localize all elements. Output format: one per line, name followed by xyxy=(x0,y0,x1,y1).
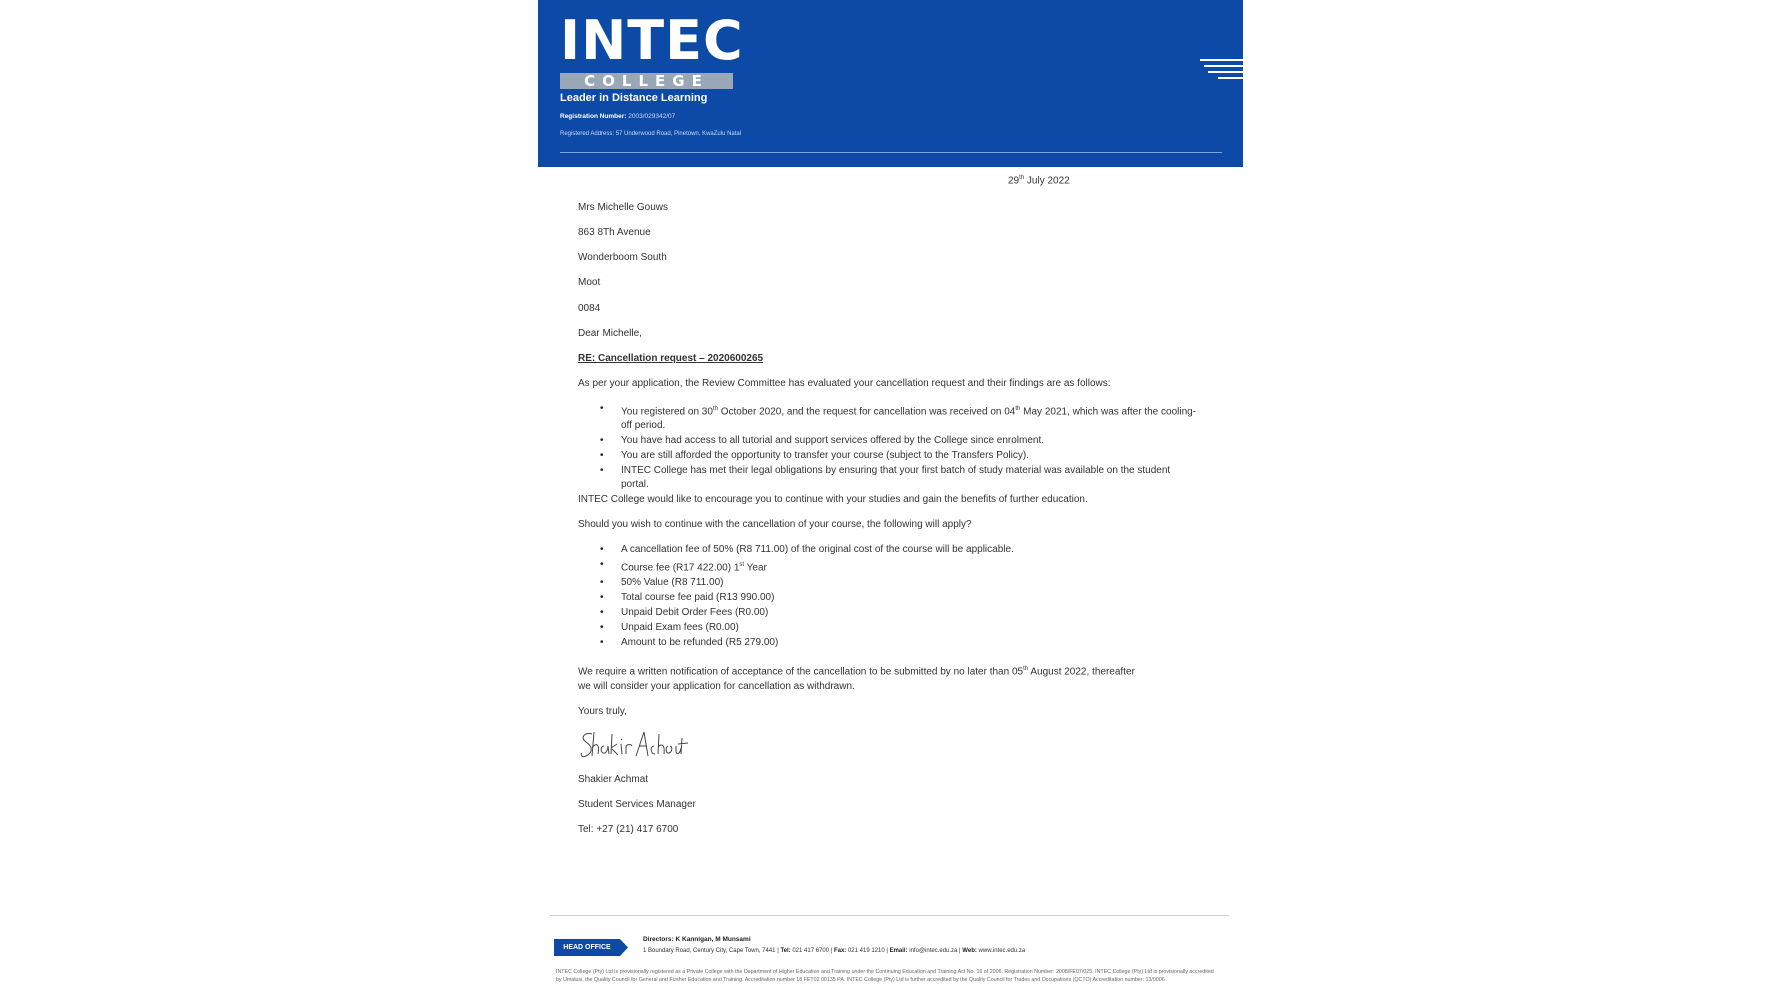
notice-paragraph-line1: We require a written notification of acceptance of the cancellation to be submitted by no later than 05th August 2022, thereafter xyxy=(578,666,1135,678)
footer-divider xyxy=(550,915,1229,916)
closing: Yours truly, xyxy=(578,706,627,717)
recipient-line: Wonderboom South xyxy=(578,252,667,263)
fees-list xyxy=(578,543,1198,651)
letterhead-banner xyxy=(538,0,1243,167)
conditions-intro: Should you wish to continue with the cancellation of your course, the following will apply? xyxy=(578,519,972,530)
list-item: • A cancellation fee of 50% (R8 711.00) of the original cost of the course will be applicable. xyxy=(578,543,1198,557)
intro-paragraph: As per your application, the Review Committee has evaluated your cancellation request and their findings are as follows: xyxy=(578,378,1111,389)
registration-value: 2003/029342/07 xyxy=(628,113,676,120)
list-item: • INTEC College has met their legal obligations by ensuring that your first batch of study material was available on the student portal. xyxy=(578,464,1198,492)
header-divider xyxy=(560,152,1222,153)
list-item: • You are still afforded the opportunity to transfer your course (subject to the Transfers Policy). xyxy=(578,449,1198,463)
list-item: • Amount to be refunded (R5 279.00) xyxy=(578,636,1198,650)
recipient-line: Mrs Michelle Gouws xyxy=(578,202,669,213)
signer-name: Shakier Achmat xyxy=(578,774,649,785)
footer-legal-text: INTEC College (Pty) Ltd is provisionally registered as a Private College with the Department of Higher Education and Training under the Continuing Education and Training Act No. 16 of 2006. Registration Number: 2008/FE07/025. INTEC College (Pty) Ltd is provisionally accredited by Umalusi, the Quality Council for General and Further Education and Training. Accreditation number 18 FET02 00135 PA. INTEC College (Pty) Ltd is further accredited by the Quality Council for Trades and Occupations (QCTO) Accreditation number: 13/0006 xyxy=(556,969,1214,983)
findings-list xyxy=(578,402,1198,493)
list-item: • Unpaid Debit Order Fees (R0.00) xyxy=(578,606,1198,620)
recipient-line: 0084 xyxy=(578,303,601,314)
registration-number xyxy=(560,113,675,120)
subject-line: RE: Cancellation request – 2020600265 xyxy=(578,353,764,364)
directors: Directors: K Kannigan, M Munsami xyxy=(643,936,751,943)
letter-date: 29th July 2022 xyxy=(1008,175,1070,187)
list-item: • Total course fee paid (R13 990.00) xyxy=(578,591,1198,605)
college-logo-wordmark: COLLEGE xyxy=(560,73,733,89)
head-office-label: HEAD OFFICE xyxy=(563,944,611,951)
list-item: • You registered on 30th October 2020, and the request for cancellation was received on 04th May 2021, which was after the cooling-off period. xyxy=(578,402,1198,433)
registration-label: Registration Number: xyxy=(560,113,627,120)
recipient-line: 863 8Th Avenue xyxy=(578,227,651,238)
footer-contact-line: 1 Boundary Road, Century City, Cape Town, 7441 | Tel: 021 417 6700 | Fax: 021 419 1210 | Email: info@intec.edu.za | Web: www.intec.edu.za xyxy=(643,948,1026,954)
recipient-line: Moot xyxy=(578,277,601,288)
handwritten-signature xyxy=(578,728,688,764)
intec-logo-wordmark: INTEC xyxy=(560,9,744,72)
list-item: • You have had access to all tutorial and support services offered by the College since enrolment. xyxy=(578,434,1198,448)
stripes-decoration-icon xyxy=(1198,59,1244,81)
signer-telephone: Tel: +27 (21) 417 6700 xyxy=(578,824,679,835)
encourage-paragraph: INTEC College would like to encourage you to continue with your studies and gain the benefits of further education. xyxy=(578,494,1088,505)
salutation: Dear Michelle, xyxy=(578,328,642,339)
letter-page xyxy=(538,0,1243,1000)
list-item: • 50% Value (R8 711.00) xyxy=(578,576,1198,590)
registered-address: Registered Address: 57 Underwood Road, Pinetown, KwaZulu Natal xyxy=(560,131,742,137)
tagline: Leader in Distance Learning xyxy=(560,92,708,104)
signer-title: Student Services Manager xyxy=(578,799,696,810)
list-item: • Course fee (R17 422.00) 1st Year xyxy=(578,558,1198,575)
list-item: • Unpaid Exam fees (R0.00) xyxy=(578,621,1198,635)
notice-paragraph-line2: we will consider your application for cancellation as withdrawn. xyxy=(578,681,855,692)
